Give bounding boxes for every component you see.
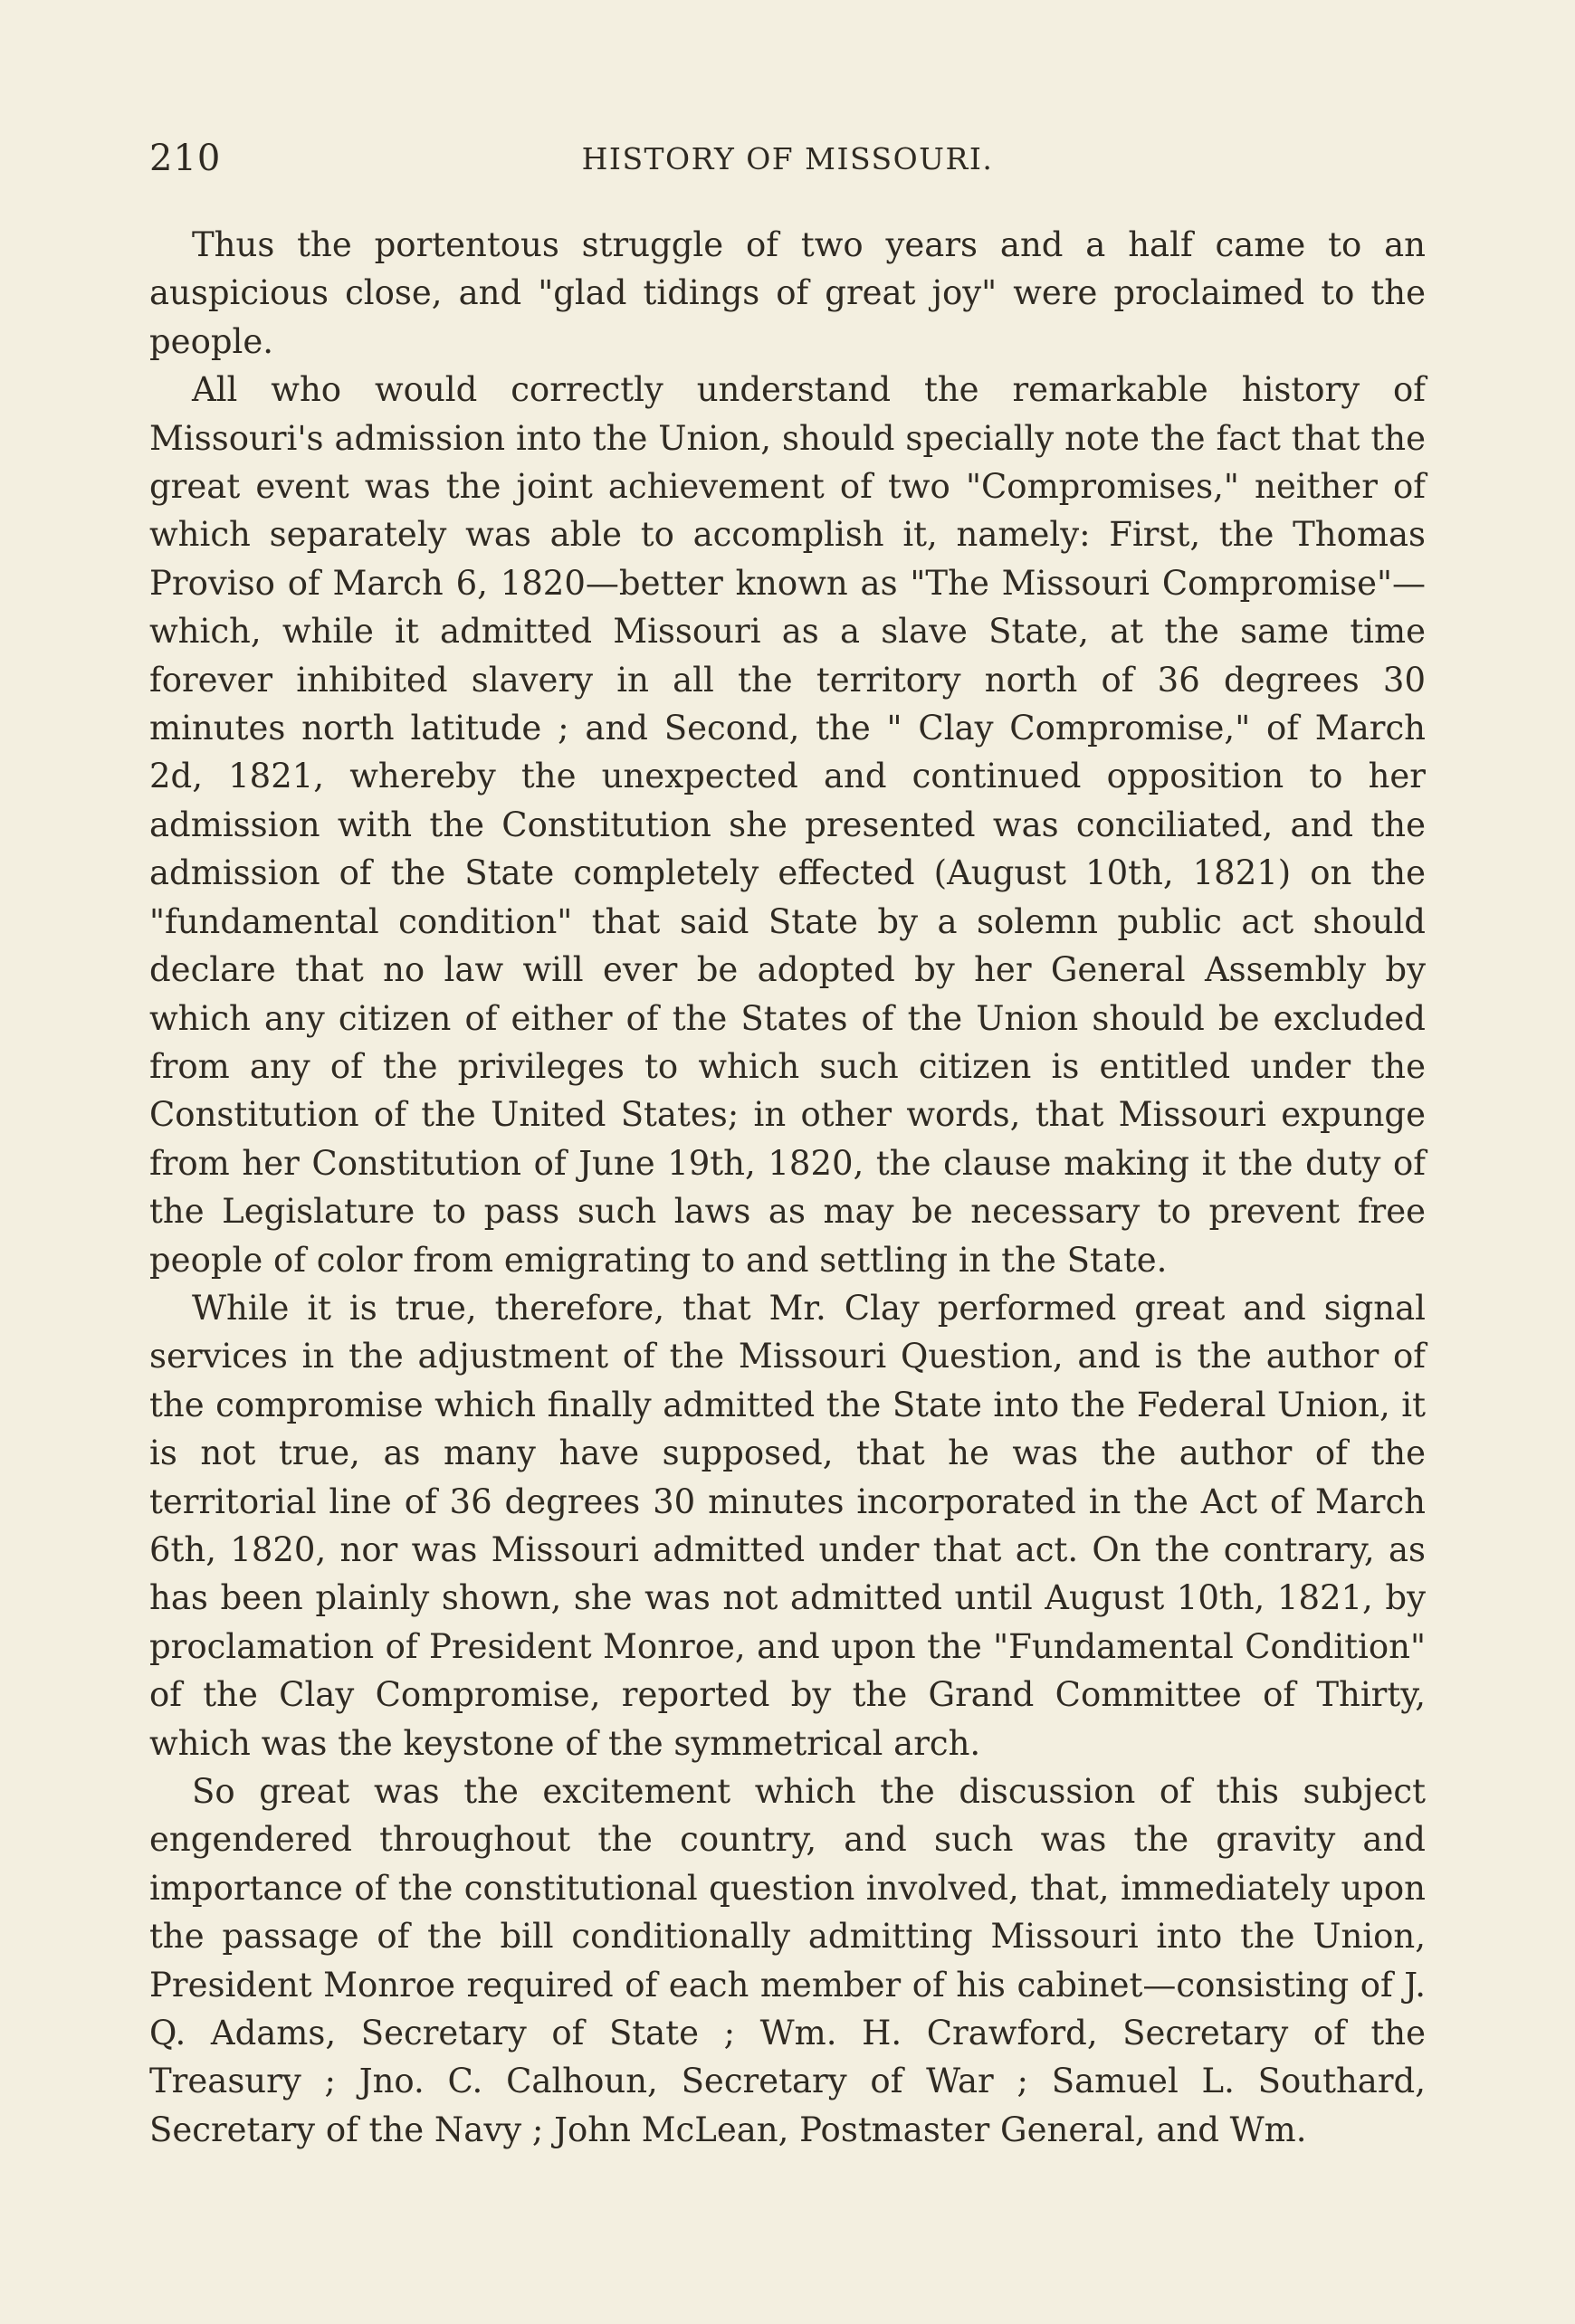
paragraph: All who would correctly understand the remarkable history of Missouri's admission into the Union, should specially note the fact that the great event was the joint achievement of two "Compromises," neither of which separately was able to accomplish it, namely: First, the Thomas Proviso of March 6, 1820—better known as "The Missouri Compromise"—which, while it admitted Missouri as a slave State, at the same time forever inhibited slavery in all the territory north of 36 degrees 30 minutes north latitude ; and Second, the " Clay Compromise," of March 2d, 1821, whereby the unexpected and continued opposition to her admission with the Constitution she presented was conciliated, and the admission of the State completely effected (August 10th, 1821) on the "fundamental condition" that said State by a solemn public act should declare that no law will ever be adopted by her General Assembly by which any citizen of either of the States of the Union should be excluded from any of the privileges to which such citizen is entitled under the Constitution of the United States; in other words, that Missouri expunge from her Constitution of June 19th, 1820, the clause making it the duty of the Legislature to pass such laws as may be necessary to prevent free people of color from emigrating to and settling in the State. <box>149 370 1426 1280</box>
body-text <box>149 221 1426 2154</box>
page-number: 210 <box>149 138 222 179</box>
paragraph: While it is true, therefore, that Mr. Clay performed great and signal services in the adjustment of the Missouri Question, and is the author of the compromise which finally admitted the State into the Federal Union, it is not true, as many have supposed, that he was the author of the territorial line of 36 degrees 30 minutes incorporated in the Act of March 6th, 1820, nor was Missouri admitted under that act. On the contrary, as has been plainly shown, she was not admitted until August 10th, 1821, by proclamation of President Monroe, and upon the "Fundamental Condition" of the Clay Compromise, reported by the Grand Committee of Thirty, which was the keystone of the symmetrical arch. <box>149 1288 1426 1763</box>
book-title: HISTORY OF MISSOURI. <box>581 141 994 176</box>
running-head <box>149 138 1426 192</box>
paragraph: So great was the excitement which the discussion of this subject engendered throughout the country, and such was the gravity and importance of the constitutional question involved, that, immediately upon the passage of the bill conditionally admitting Missouri into the Union, President Monroe required of each member of his cabinet—consisting of J. Q. Adams, Secretary of State ; Wm. H. Crawford, Secretary of the Treasury ; Jno. C. Calhoun, Secretary of War ; Samuel L. Southard, Secretary of the Navy ; John McLean, Postmaster General, and Wm. <box>149 1772 1426 2149</box>
paragraph: Thus the portentous struggle of two years and a half came to an auspicious close, and "glad tidings of great joy" were proclaimed to the people. <box>149 225 1426 361</box>
